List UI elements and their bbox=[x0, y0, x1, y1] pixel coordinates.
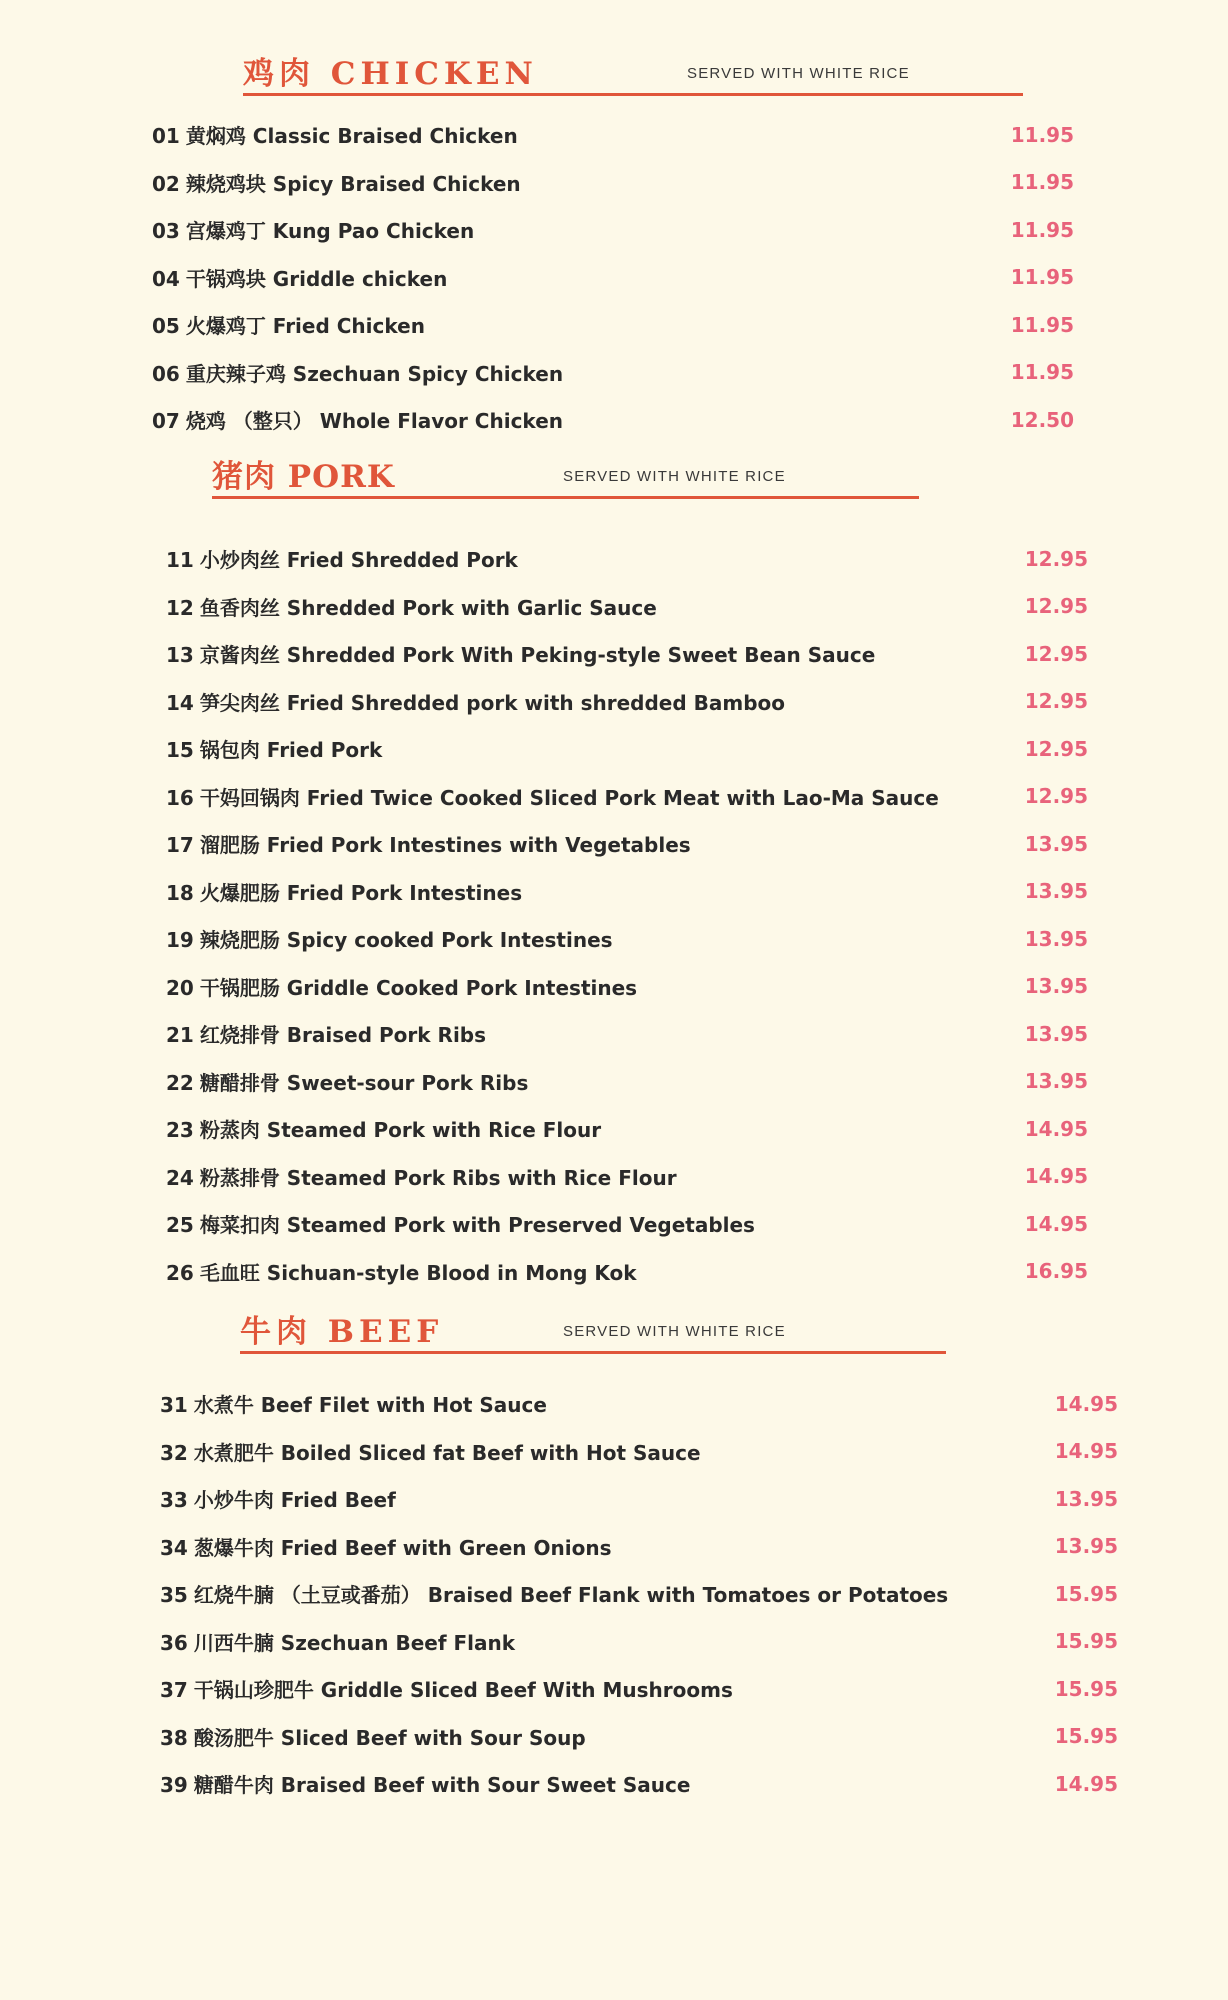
menu-item[interactable] bbox=[160, 1713, 1118, 1761]
item-label: 小炒牛肉 Fried Beef bbox=[193, 1488, 396, 1513]
item-name bbox=[166, 972, 637, 1001]
item-price: 15.95 bbox=[1054, 1724, 1118, 1749]
item-number: 25 bbox=[166, 1213, 194, 1238]
menu-item[interactable] bbox=[160, 1760, 1118, 1808]
item-number: 38 bbox=[160, 1725, 188, 1750]
item-number: 07 bbox=[152, 409, 180, 434]
item-number: 20 bbox=[166, 975, 194, 1000]
menu-item[interactable] bbox=[166, 535, 1088, 583]
item-price: 14.95 bbox=[1054, 1771, 1118, 1796]
item-price: 14.95 bbox=[1054, 1439, 1118, 1464]
item-price: 13.95 bbox=[1024, 831, 1088, 856]
item-name bbox=[160, 1579, 948, 1608]
item-number: 17 bbox=[166, 833, 194, 858]
item-price: 11.95 bbox=[1010, 122, 1074, 147]
menu-item[interactable] bbox=[152, 301, 1074, 349]
item-number: 05 bbox=[152, 314, 180, 339]
item-number: 35 bbox=[160, 1583, 188, 1608]
item-number: 11 bbox=[166, 548, 194, 573]
item-price: 13.95 bbox=[1024, 926, 1088, 951]
menu-item[interactable] bbox=[166, 678, 1088, 726]
section-header-chicken bbox=[243, 44, 1023, 94]
menu-item[interactable] bbox=[166, 1058, 1088, 1106]
section-title: 猪肉 PORK bbox=[212, 459, 395, 495]
item-price: 13.95 bbox=[1054, 1486, 1118, 1511]
item-price: 14.95 bbox=[1024, 1164, 1088, 1189]
item-label: 宫爆鸡丁 Kung Pao Chicken bbox=[185, 219, 475, 244]
menu-item[interactable] bbox=[166, 915, 1088, 963]
item-name bbox=[166, 782, 939, 811]
menu-item[interactable] bbox=[160, 1523, 1118, 1571]
menu-item[interactable] bbox=[166, 1200, 1088, 1248]
item-price: 11.95 bbox=[1010, 217, 1074, 242]
item-label: 火爆鸡丁 Fried Chicken bbox=[185, 314, 425, 339]
section-divider bbox=[212, 496, 919, 499]
item-label: 干妈回锅肉 Fried Twice Cooked Sliced Pork Meat with Lao-Ma Sauce bbox=[199, 785, 939, 810]
item-price: 11.95 bbox=[1010, 312, 1074, 337]
menu-item[interactable] bbox=[166, 820, 1088, 868]
menu-item[interactable] bbox=[160, 1475, 1118, 1523]
menu-item[interactable] bbox=[166, 868, 1088, 916]
item-price: 14.95 bbox=[1024, 1116, 1088, 1141]
menu-item[interactable] bbox=[166, 630, 1088, 678]
menu-item[interactable] bbox=[152, 206, 1074, 254]
item-price: 13.95 bbox=[1024, 879, 1088, 904]
item-name bbox=[166, 1067, 528, 1096]
item-number: 12 bbox=[166, 595, 194, 620]
item-label: 辣烧肥肠 Spicy cooked Pork Intestines bbox=[199, 928, 613, 953]
menu-list-chicken bbox=[152, 111, 1074, 444]
item-price: 16.95 bbox=[1024, 1259, 1088, 1284]
item-number: 02 bbox=[152, 171, 180, 196]
menu-item[interactable] bbox=[160, 1428, 1118, 1476]
item-label: 干锅肥肠 Griddle Cooked Pork Intestines bbox=[199, 975, 638, 1000]
item-label: 毛血旺 Sichuan-style Blood in Mong Kok bbox=[199, 1260, 637, 1285]
menu-item[interactable] bbox=[166, 725, 1088, 773]
item-price: 15.95 bbox=[1054, 1676, 1118, 1701]
item-label: 梅菜扣肉 Steamed Pork with Preserved Vegetables bbox=[199, 1213, 755, 1238]
item-name bbox=[160, 1437, 701, 1466]
section-header-beef bbox=[240, 1302, 946, 1352]
item-label: 重庆辣子鸡 Szechuan Spicy Chicken bbox=[185, 361, 564, 386]
item-name bbox=[160, 1532, 611, 1561]
menu-item[interactable] bbox=[166, 1248, 1088, 1296]
item-price: 12.50 bbox=[1010, 407, 1074, 432]
menu-item[interactable] bbox=[166, 583, 1088, 631]
item-label: 川西牛腩 Szechuan Beef Flank bbox=[193, 1630, 516, 1655]
item-name bbox=[152, 215, 474, 244]
item-label: 葱爆牛肉 Fried Beef with Green Onions bbox=[193, 1535, 612, 1560]
item-number: 14 bbox=[166, 690, 194, 715]
item-number: 31 bbox=[160, 1393, 188, 1418]
item-number: 39 bbox=[160, 1773, 188, 1798]
item-number: 21 bbox=[166, 1023, 194, 1048]
item-label: 粉蒸排骨 Steamed Pork Ribs with Rice Flour bbox=[199, 1165, 677, 1190]
item-number: 22 bbox=[166, 1070, 194, 1095]
item-price: 13.95 bbox=[1024, 974, 1088, 999]
item-name bbox=[166, 1257, 637, 1286]
item-name bbox=[152, 405, 563, 434]
item-name bbox=[160, 1769, 690, 1798]
item-number: 04 bbox=[152, 266, 180, 291]
item-name bbox=[152, 120, 518, 149]
item-label: 锅包肉 Fried Pork bbox=[199, 738, 383, 763]
menu-item[interactable] bbox=[160, 1570, 1118, 1618]
item-label: 干锅鸡块 Griddle chicken bbox=[185, 266, 448, 291]
item-price: 12.95 bbox=[1024, 641, 1088, 666]
item-name bbox=[166, 829, 691, 858]
item-name bbox=[152, 358, 563, 387]
section-note: SERVED WITH WHITE RICE bbox=[563, 468, 786, 485]
item-price: 11.95 bbox=[1010, 170, 1074, 195]
item-label: 粉蒸肉 Steamed Pork with Rice Flour bbox=[199, 1118, 602, 1143]
menu-item[interactable] bbox=[166, 963, 1088, 1011]
item-name bbox=[166, 1114, 601, 1143]
section-note: SERVED WITH WHITE RICE bbox=[563, 1323, 786, 1340]
menu-item[interactable] bbox=[152, 396, 1074, 444]
item-price: 11.95 bbox=[1010, 265, 1074, 290]
item-name bbox=[160, 1627, 515, 1656]
item-name bbox=[166, 734, 382, 763]
menu-list-beef bbox=[160, 1380, 1118, 1808]
section-divider bbox=[243, 93, 1023, 96]
item-name bbox=[166, 687, 785, 716]
item-price: 11.95 bbox=[1010, 360, 1074, 385]
item-number: 32 bbox=[160, 1440, 188, 1465]
item-price: 12.95 bbox=[1024, 594, 1088, 619]
item-price: 13.95 bbox=[1024, 1069, 1088, 1094]
item-label: 鱼香肉丝 Shredded Pork with Garlic Sauce bbox=[199, 595, 657, 620]
item-name bbox=[152, 263, 447, 292]
item-name bbox=[160, 1722, 586, 1751]
menu-item[interactable] bbox=[152, 159, 1074, 207]
item-number: 18 bbox=[166, 880, 194, 905]
item-name bbox=[152, 168, 521, 197]
section-note: SERVED WITH WHITE RICE bbox=[687, 65, 910, 82]
item-price: 12.95 bbox=[1024, 736, 1088, 761]
item-name bbox=[166, 924, 613, 953]
item-label: 京酱肉丝 Shredded Pork With Peking-style Sweet Bean Sauce bbox=[199, 643, 876, 668]
item-number: 33 bbox=[160, 1488, 188, 1513]
item-number: 06 bbox=[152, 361, 180, 386]
item-label: 笋尖肉丝 Fried Shredded pork with shredded Bamboo bbox=[199, 690, 785, 715]
item-label: 糖醋排骨 Sweet-sour Pork Ribs bbox=[199, 1070, 529, 1095]
item-label: 溜肥肠 Fried Pork Intestines with Vegetables bbox=[199, 833, 691, 858]
item-price: 14.95 bbox=[1054, 1391, 1118, 1416]
item-name bbox=[160, 1389, 547, 1418]
item-number: 36 bbox=[160, 1630, 188, 1655]
item-label: 水煮肥牛 Boiled Sliced fat Beef with Hot Sauce bbox=[193, 1440, 701, 1465]
item-price: 15.95 bbox=[1054, 1581, 1118, 1606]
item-name bbox=[166, 1162, 677, 1191]
item-price: 15.95 bbox=[1054, 1629, 1118, 1654]
menu-item[interactable] bbox=[160, 1380, 1118, 1428]
item-price: 12.95 bbox=[1024, 546, 1088, 571]
item-number: 24 bbox=[166, 1165, 194, 1190]
menu-item[interactable] bbox=[166, 1153, 1088, 1201]
menu-item[interactable] bbox=[152, 254, 1074, 302]
item-name bbox=[160, 1674, 733, 1703]
menu-item[interactable] bbox=[160, 1618, 1118, 1666]
menu-list-pork bbox=[166, 535, 1088, 1295]
item-number: 16 bbox=[166, 785, 194, 810]
item-number: 23 bbox=[166, 1118, 194, 1143]
item-label: 火爆肥肠 Fried Pork Intestines bbox=[199, 880, 523, 905]
item-label: 红烧牛腩 （土豆或番茄） Braised Beef Flank with Tomatoes or Potatoes bbox=[193, 1583, 949, 1608]
section-header-pork bbox=[212, 447, 919, 497]
item-price: 12.95 bbox=[1024, 689, 1088, 714]
item-name bbox=[166, 544, 518, 573]
item-name bbox=[152, 310, 425, 339]
item-number: 15 bbox=[166, 738, 194, 763]
item-label: 糖醋牛肉 Braised Beef with Sour Sweet Sauce bbox=[193, 1773, 691, 1798]
menu-item[interactable] bbox=[166, 1105, 1088, 1153]
item-number: 37 bbox=[160, 1678, 188, 1703]
item-number: 01 bbox=[152, 124, 180, 149]
item-name bbox=[166, 592, 657, 621]
section-title: 鸡肉 CHICKEN bbox=[243, 56, 538, 92]
item-price: 14.95 bbox=[1024, 1211, 1088, 1236]
item-number: 26 bbox=[166, 1260, 194, 1285]
item-label: 烧鸡 （整只） Whole Flavor Chicken bbox=[185, 409, 564, 434]
section-title: 牛肉 BEEF bbox=[240, 1314, 444, 1350]
menu-item[interactable] bbox=[166, 773, 1088, 821]
menu-item[interactable] bbox=[166, 1010, 1088, 1058]
item-number: 19 bbox=[166, 928, 194, 953]
item-label: 小炒肉丝 Fried Shredded Pork bbox=[199, 548, 518, 573]
item-name bbox=[160, 1484, 396, 1513]
item-label: 酸汤肥牛 Sliced Beef with Sour Soup bbox=[193, 1725, 586, 1750]
item-number: 13 bbox=[166, 643, 194, 668]
section-divider bbox=[240, 1351, 946, 1354]
item-price: 13.95 bbox=[1024, 1021, 1088, 1046]
item-name bbox=[166, 877, 522, 906]
item-label: 黄焖鸡 Classic Braised Chicken bbox=[185, 124, 518, 149]
item-price: 13.95 bbox=[1054, 1534, 1118, 1559]
item-name bbox=[166, 639, 875, 668]
item-number: 03 bbox=[152, 219, 180, 244]
item-price: 12.95 bbox=[1024, 784, 1088, 809]
menu-item[interactable] bbox=[160, 1665, 1118, 1713]
item-name bbox=[166, 1019, 486, 1048]
item-number: 34 bbox=[160, 1535, 188, 1560]
menu-item[interactable] bbox=[152, 111, 1074, 159]
item-label: 干锅山珍肥牛 Griddle Sliced Beef With Mushrooms bbox=[193, 1678, 733, 1703]
item-name bbox=[166, 1209, 755, 1238]
item-label: 水煮牛 Beef Filet with Hot Sauce bbox=[193, 1393, 547, 1418]
item-label: 辣烧鸡块 Spicy Braised Chicken bbox=[185, 171, 521, 196]
item-label: 红烧排骨 Braised Pork Ribs bbox=[199, 1023, 487, 1048]
menu-item[interactable] bbox=[152, 349, 1074, 397]
